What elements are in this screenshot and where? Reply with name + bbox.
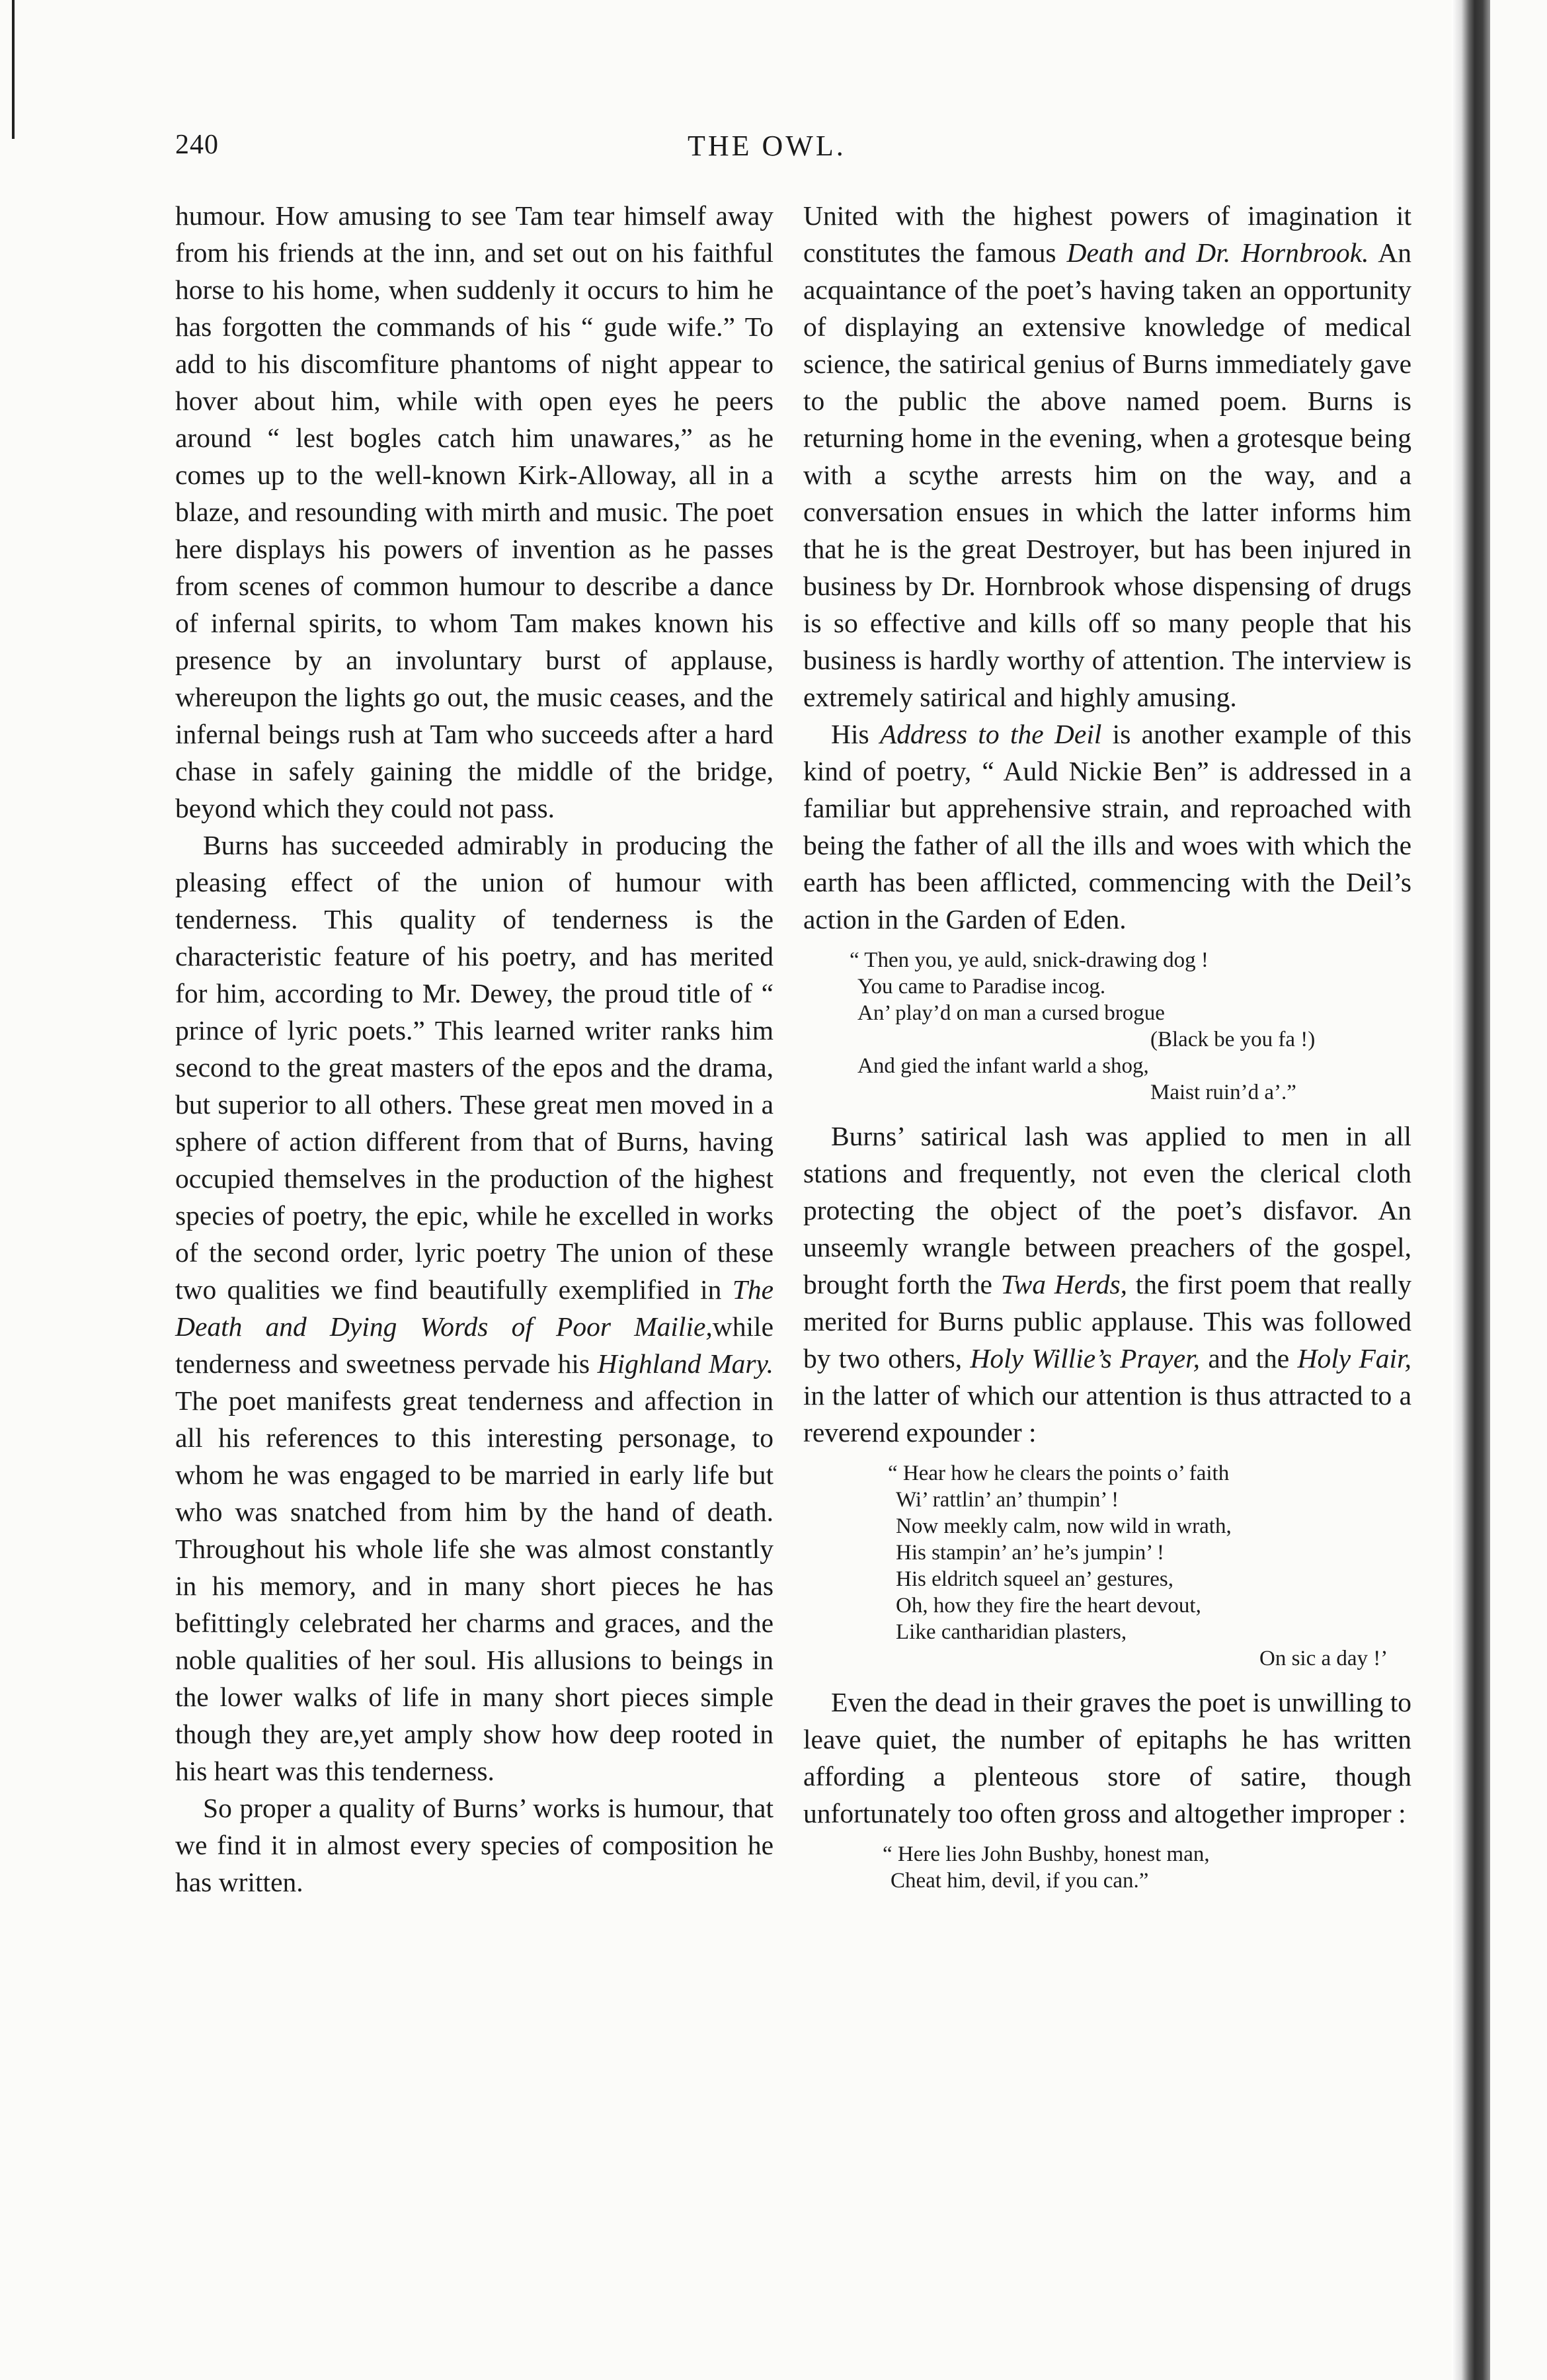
verse-line: “ Here lies John Bushby, honest man, [883,1842,1210,1866]
left-column [175,197,774,1901]
paragraph-deil: His Address to the Deil is another example of this kind of poetry, “ Auld Nickie Ben” is addressed in a familiar but apprehensive strain, and reproached with being the father of all the ills and woes with which the earth has been afflicted, commencing with the Deil’s action in the Garden of Eden. [803,719,1412,934]
page-header [0,129,1454,182]
poem-title-deil: Address to the Deil [879,719,1102,749]
paragraph-epitaphs: Even the dead in their graves the poet is unwilling to leave quiet, the number of epitaphs he has written affording a plenteous store of satire, though unfortunately too often gross and altogether improper : [803,1687,1411,1828]
verse-line: His stampin’ an’ he’s jumpin’ ! [896,1541,1165,1565]
verse-holy-fair [803,1460,1411,1672]
poem-title-hornbrook: Death and Dr. Hornbrook. [1066,237,1369,268]
verse-line: On sic a day !’ [1259,1647,1388,1670]
verse-epitaph [803,1841,1411,1894]
verse-line: Like cantharidian plasters, [896,1620,1127,1644]
running-title: THE OWL. [688,130,846,162]
verse-line: (Black be you fa !) [1150,1028,1316,1051]
paragraph-tam: humour. How amusing to see Tam tear himself away from his friends at the inn, and set out on his faithful horse to his home, when suddenly it occurs to him he has forgotten the commands of his “ gude wife.” To add to his discomfiture phantoms of night appear to hover about him, while with open eyes he peers around “ lest bogles catch him unawares,” as he comes up to the well-known Kirk-Alloway, all in a blaze, and resounding with mirth and music. The poet here displays his powers of invention as he passes from scenes of common humour to describe a dance of infernal spirits, to whom Tam makes known his presence by an involuntary burst of applause, whereupon the lights go out, the music ceases, and the infernal beings rush at Tam who succeeds after a hard chase in safely gaining the middle of the bridge, beyond which they could not pass. [175,200,774,823]
verse-line: You came to Paradise incog. [857,975,1106,999]
verse-line: His eldritch squeel an’ gestures, [896,1567,1174,1591]
paragraph-tenderness: Burns has succeeded admirably in producing the pleasing effect of the union of humour with tenderness. This quality of tenderness is the characteristic feature of his poetry, and has merited for him, according to Mr. Dewey, the proud title of “ prince of lyric poets.” This learned writer ranks him second to the great masters of the epos and the drama, but superior to all others. These great men moved in a sphere of action different from that of Burns, having occupied themselves in the production of the highest species of poetry, the epic, while he excelled in works of the second order, lyric poetry The union of these two qualities we find beautifully exemplified in The Death and Dying Words of Poor Mailie,while tenderness and sweetness pervade his Highland Mary. The poet manifests great tenderness and affection in all his references to this interesting personage, to whom he was engaged to be married in early life but who was snatched from him by the hand of death. Throughout his whole life she was almost constantly in his memory, and in many short pieces he has befittingly celebrated her charms and graces, and the noble qualities of her soul. His allusions to beings in the lower walks of life in many short pieces simple though they are,yet amply show how deep rooted in his heart was this tenderness. [175,830,774,1786]
verse-line: Maist ruin’d a’.” [1150,1081,1296,1104]
paragraph-satire: Burns’ satirical lash was applied to men in all stations and frequently, not even the clerical cloth protecting the object of the poet’s disfavor. An unseemly wrangle between preachers of the gospel, brought forth the Twa Herds, the first poem that really merited for Burns public applause. This was followed by two others, Holy Willie’s Prayer, and the Holy Fair, in the latter of which our attention is thus attracted to a reverend expounder : [803,1121,1412,1448]
page-number: 240 [175,130,219,160]
left-margin-rule [12,0,15,139]
paragraph-hornbrook: United with the highest powers of imagination it constitutes the famous Death and Dr. Hornbrook. An acquaintance of the poet’s having taken an opportunity of displaying an extensive knowledge of medical science, the satirical genius of Burns immediately gave to the public the above named poem. Burns is returning home in the evening, when a grotesque being with a scythe arrests him on the way, and a conversation ensues in which the latter informs him that he is the great Destroyer, but has been injured in business by Dr. Hornbrook whose dispensing of drugs is so effective and kills off so many people that his business is hardly worthy of attention. The interview is extremely satirical and highly amusing. [803,200,1411,712]
verse-line: “ Hear how he clears the points o’ faith [888,1461,1230,1485]
poem-title-holy-fair: Holy Fair, [1297,1343,1412,1374]
verse-line: Wi’ rattlin’ an’ thumpin’ ! [896,1488,1119,1512]
verse-line: And gied the infant warld a shog, [857,1054,1149,1078]
verse-deil [803,947,1411,1106]
poem-title-highland-mary: Highland Mary. [597,1348,774,1379]
poem-title-mailie: The Death and Dying Words of Poor Mailie, [175,1274,774,1342]
right-column [803,197,1411,1906]
poem-title-holy-willie: Holy Willie’s Prayer, [970,1343,1201,1374]
verse-line: “ Then you, ye auld, snick-drawing dog ! [850,948,1209,972]
verse-line: An’ play’d on man a cursed brogue [857,1001,1165,1025]
verse-line: Oh, how they fire the heart devout, [896,1594,1201,1618]
page-edge-shadow [1452,0,1490,2380]
paragraph-humour: So proper a quality of Burns’ works is humour, that we find it in almost every species of composition he has written. [175,1793,774,1897]
poem-title-twa-herds: Twa Herds, [1000,1269,1128,1299]
verse-line: Cheat him, devil, if you can.” [891,1869,1149,1893]
verse-line: Now meekly calm, now wild in wrath, [896,1514,1232,1538]
